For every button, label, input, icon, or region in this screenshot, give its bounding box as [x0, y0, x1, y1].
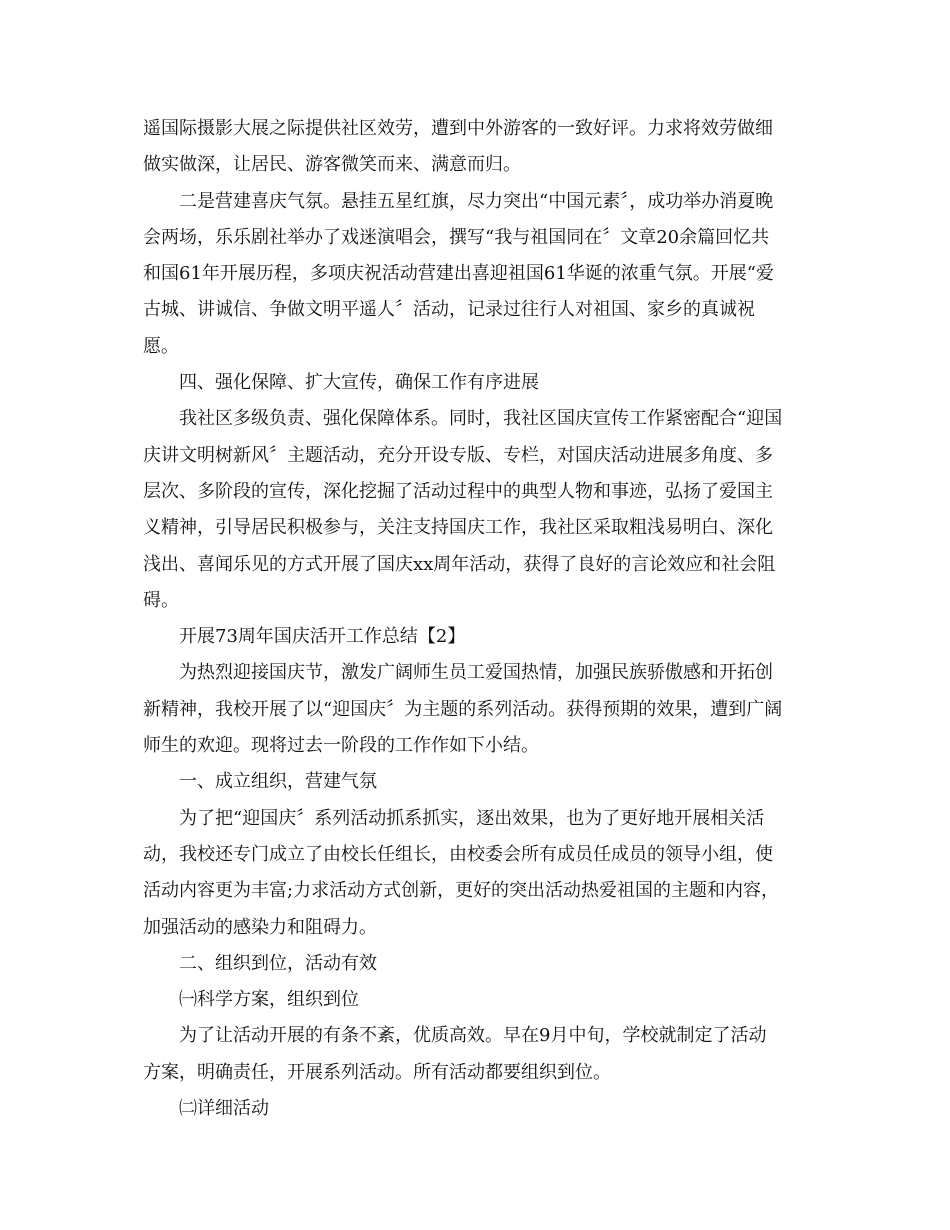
text-line: 为了把“迎国庆〞系列活动抓系抓实，逐出效果，也为了更好地开展相关活: [179, 807, 765, 829]
text-line: 方案，明确责任，开展系列活动。所有活动都要组织到位。: [143, 1061, 611, 1083]
text-line: 师生的欢迎。现将过去一阶段的工作作如下小结。: [143, 735, 539, 757]
text-line: 二是营建喜庆气氛。悬挂五星红旗，尽力突出“中国元素〞，成功举办消夏晚: [179, 190, 774, 212]
section-heading: 二、组织到位，活动有效: [179, 952, 377, 974]
subsection-heading: ㈡详细活动: [179, 1098, 269, 1120]
text-line: 加强活动的感染力和阻碍力。: [143, 916, 377, 938]
text-line: 为热烈迎接国庆节，激发广阔师生员工爱国热情，加强民族骄傲感和开拓创: [179, 662, 773, 684]
section-heading: 四、强化保障、扩大宣传，确保工作有序进展: [179, 372, 539, 394]
text-line: 新精神，我校开展了以“迎国庆〞为主题的系列活动。获得预期的效果，遭到广阔: [143, 698, 783, 720]
text-line: 浅出、喜闻乐见的方式开展了国庆xx周年活动，获得了良好的言论效应和社会阻: [143, 553, 776, 575]
text-line: 庆讲文明树新风〞主题活动，充分开设专版、专栏，对国庆活动进展多角度、多: [143, 444, 773, 466]
text-line: 会两场，乐乐剧社举办了戏迷演唱会，撰写“我与祖国同在〞文章20余篇回忆共: [143, 226, 770, 248]
document-body: [143, 111, 809, 1127]
text-line: 层次、多阶段的宣传，深化挖掘了活动过程中的典型人物和事迹，弘扬了爱国主: [143, 480, 773, 502]
text-line: 活动内容更为丰富;力求活动方式创新，更好的突出活动热爱祖国的主题和内容，: [143, 880, 780, 902]
text-line: 动，我校还专门成立了由校长任组长，由校委会所有成员任成员的领导小组，使: [143, 843, 773, 865]
text-line: 愿。: [143, 335, 179, 357]
text-line: 碍。: [143, 589, 179, 611]
article-title: 开展73周年国庆活开工作总结【2】: [179, 626, 466, 648]
text-line: 我社区多级负责、强化保障体系。同时，我社区国庆宣传工作紧密配合“迎国: [179, 408, 783, 430]
text-line: 义精神，引导居民积极参与，关注支持国庆工作，我社区采取粗浅易明白、深化: [143, 517, 773, 539]
subsection-heading: ㈠科学方案，组织到位: [179, 989, 359, 1011]
text-line: 和国61年开展历程，多项庆祝活动营建出喜迎祖国61华诞的浓重气氛。开展“爱: [143, 263, 775, 285]
text-line: 古城、讲诚信、争做文明平遥人〞活动，记录过往行人对祖国、家乡的真诚祝: [143, 299, 755, 321]
text-line: 遥国际摄影大展之际提供社区效劳，遭到中外游客的一致好评。力求将效劳做细: [143, 118, 773, 139]
text-line: 做实做深，让居民、游客微笑而来、满意而归。: [143, 154, 521, 176]
text-line: 为了让活动开展的有条不紊，优质高效。早在9月中旬，学校就制定了活动: [179, 1025, 767, 1047]
section-heading: 一、成立组织，营建气氛: [179, 771, 377, 793]
